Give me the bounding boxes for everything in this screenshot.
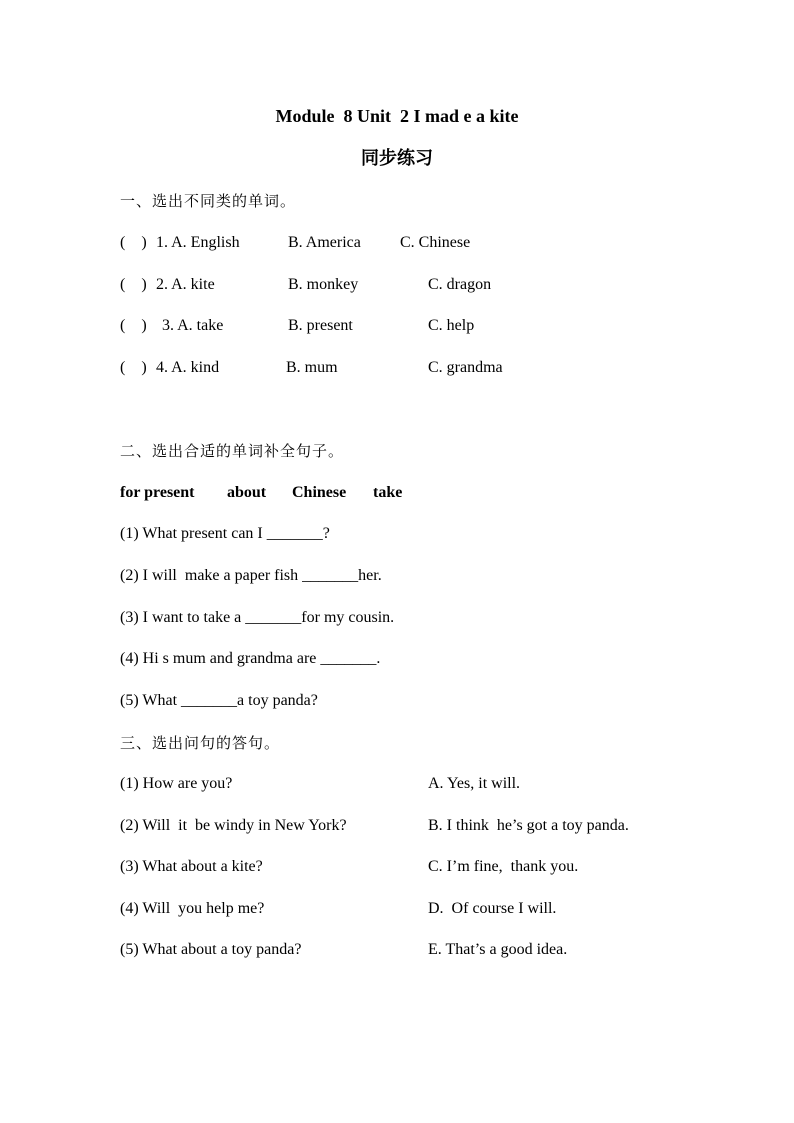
fill-blank-item: (3) I want to take a _______for my cousin.	[120, 609, 395, 626]
question-item: (5) What about a toy panda?	[120, 941, 302, 958]
word-bank-item: take	[373, 484, 403, 501]
word-bank-item: Chinese	[292, 484, 347, 501]
answer-paren: ( )	[120, 317, 147, 334]
answer-paren: ( )	[120, 234, 147, 251]
option-b: B. America	[288, 234, 361, 251]
word-bank-item: about	[227, 484, 267, 501]
answer-item: D. Of course I will.	[428, 900, 557, 917]
fill-blank-item: (4) Hi s mum and grandma are _______.	[120, 650, 381, 667]
page-title: Module 8 Unit 2 I mad e a kite	[275, 106, 519, 126]
option-b: B. present	[288, 317, 353, 334]
fill-blank-item: (1) What present can I _______?	[120, 525, 330, 542]
option-b: B. monkey	[288, 276, 359, 293]
option-a: 4. A. kind	[156, 359, 220, 376]
page-subtitle: 同步练习	[361, 148, 433, 168]
option-c: C. dragon	[428, 276, 492, 293]
section1-heading: 一、选出不同类的单词。	[120, 192, 297, 210]
option-c: C. grandma	[428, 359, 503, 376]
fill-blank-item: (5) What _______a toy panda?	[120, 692, 318, 709]
answer-item: E. That’s a good idea.	[428, 941, 568, 958]
question-item: (1) How are you?	[120, 775, 233, 792]
option-a: 2. A. kite	[156, 276, 215, 293]
question-item: (3) What about a kite?	[120, 858, 263, 875]
option-a: 3. A. take	[162, 317, 224, 334]
word-bank-item: for present	[120, 484, 195, 501]
option-a: 1. A. English	[156, 234, 240, 251]
question-item: (2) Will it be windy in New York?	[120, 817, 347, 834]
option-c: C. Chinese	[400, 234, 471, 251]
answer-paren: ( )	[120, 276, 147, 293]
answer-item: B. I think he’s got a toy panda.	[428, 817, 629, 834]
fill-blank-item: (2) I will make a paper fish _______her.	[120, 567, 382, 584]
answer-item: A. Yes, it will.	[428, 775, 521, 792]
section3-heading: 三、选出问句的答句。	[120, 734, 281, 752]
answer-paren: ( )	[120, 359, 147, 376]
option-c: C. help	[428, 317, 475, 334]
question-item: (4) Will you help me?	[120, 900, 265, 917]
section2-heading: 二、选出合适的单词补全句子。	[120, 442, 345, 460]
option-b: B. mum	[286, 359, 338, 376]
answer-item: C. I’m fine, thank you.	[428, 858, 579, 875]
